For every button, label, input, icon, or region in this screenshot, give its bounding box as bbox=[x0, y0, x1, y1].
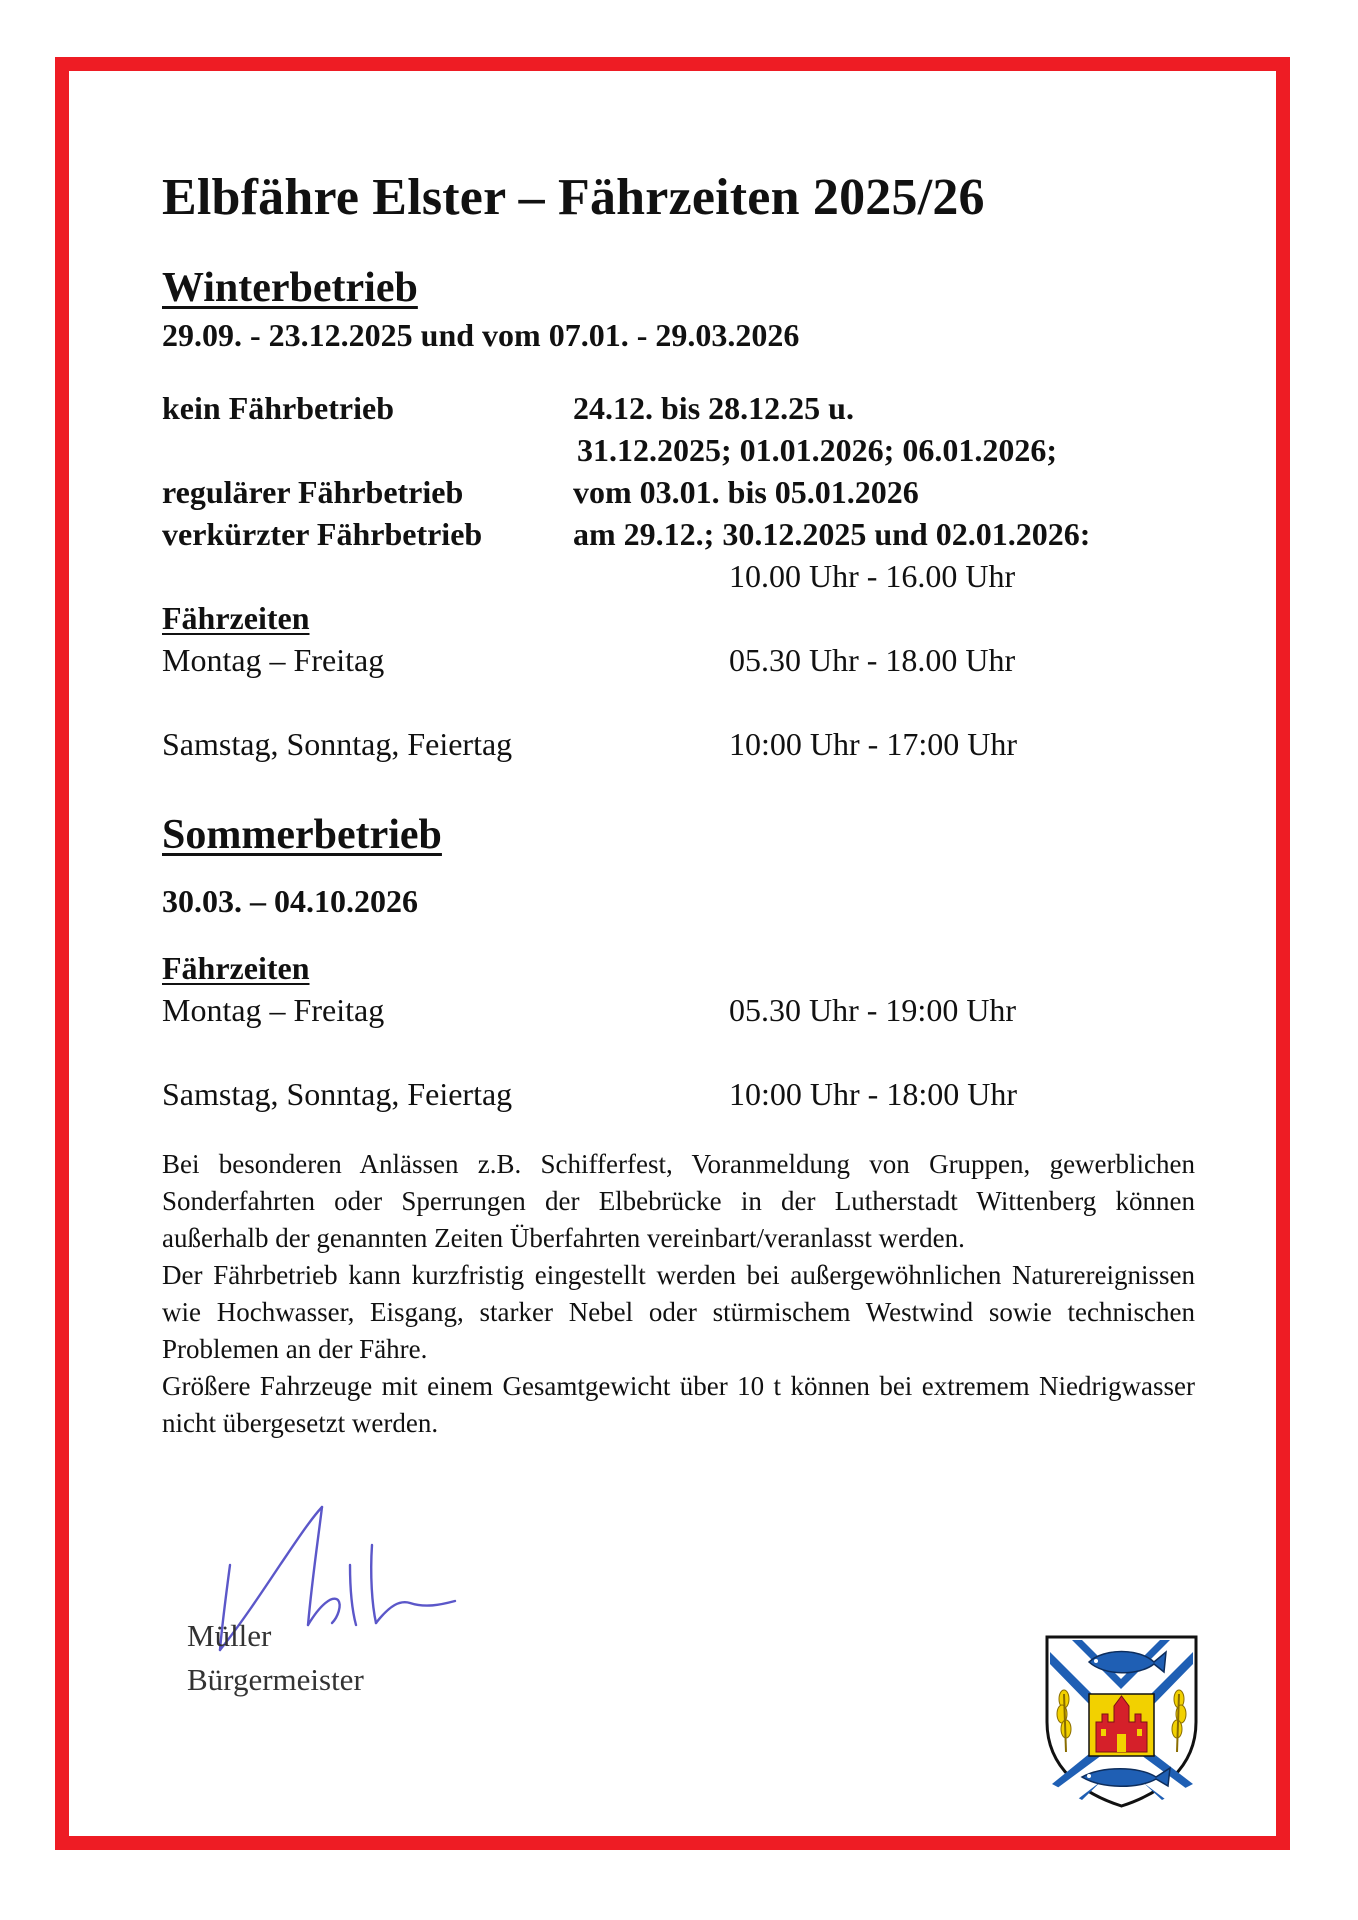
winter-row-label: verkürzter Fährbetrieb bbox=[162, 516, 483, 552]
winter-times-hours: 05.30 Uhr - 18.00 Uhr bbox=[729, 642, 1016, 678]
summer-times-hours: 10:00 Uhr - 18:00 Uhr bbox=[729, 1076, 1017, 1112]
winter-row-value: am 29.12.; 30.12.2025 und 02.01.2026: bbox=[573, 516, 1091, 552]
summer-times-hours: 05.30 Uhr - 19:00 Uhr bbox=[729, 992, 1017, 1028]
signature-name: Müller bbox=[187, 1618, 272, 1653]
winter-row-value: 31.12.2025; 01.01.2026; 06.01.2026; bbox=[577, 432, 1057, 468]
note-paragraph: Der Fährbetrieb kann kurzfristig eingestellt werden bei außergewöhnlichen Naturereignissen wie Hochwasser, Eisgang, starker Nebel oder stürmischem Westwind sowie technischen Problemen an der Fähre. bbox=[162, 1260, 1195, 1364]
note-paragraph: Bei besonderen Anlässen z.B. Schifferfest, Voranmeldung von Gruppen, gewerblichen Sonderfahrten oder Sperrungen der Elbebrücke in der Lutherstadt Wittenberg können außerhalb der genannten Zeiten Überfahrten vereinbart/veranlasst werden. bbox=[162, 1149, 1195, 1253]
winter-row-value: 10.00 Uhr - 16.00 Uhr bbox=[729, 558, 1016, 594]
signature-role: Bürgermeister bbox=[187, 1662, 364, 1697]
coat-of-arms-icon bbox=[1044, 1634, 1199, 1809]
winter-times-heading: Fährzeiten bbox=[162, 600, 310, 636]
summer-period: 30.03. – 04.10.2026 bbox=[162, 883, 418, 919]
winter-row-value: 24.12. bis 28.12.25 u. bbox=[573, 390, 854, 426]
note-paragraph: Größere Fahrzeuge mit einem Gesamtgewicht über 10 t können bei extremem Niedrigwasser nicht übergesetzt werden. bbox=[162, 1371, 1195, 1438]
summer-times-days: Montag – Freitag bbox=[162, 992, 385, 1028]
winter-row-label: kein Fährbetrieb bbox=[162, 390, 394, 426]
winter-period: 29.09. - 23.12.2025 und vom 07.01. - 29.03.2026 bbox=[162, 317, 800, 353]
winter-times-days: Samstag, Sonntag, Feiertag bbox=[162, 726, 513, 762]
page-title: Elbfähre Elster – Fährzeiten 2025/26 bbox=[162, 169, 985, 226]
summer-heading: Sommerbetrieb bbox=[162, 812, 442, 858]
summer-times-heading: Fährzeiten bbox=[162, 950, 310, 986]
winter-times-hours: 10:00 Uhr - 17:00 Uhr bbox=[729, 726, 1017, 762]
winter-heading: Winterbetrieb bbox=[162, 265, 418, 311]
winter-times-days: Montag – Freitag bbox=[162, 642, 385, 678]
summer-times-days: Samstag, Sonntag, Feiertag bbox=[162, 1076, 513, 1112]
winter-row-value: vom 03.01. bis 05.01.2026 bbox=[573, 474, 919, 510]
notes-block bbox=[162, 1146, 1195, 1442]
winter-row-label: regulärer Fährbetrieb bbox=[162, 474, 464, 510]
